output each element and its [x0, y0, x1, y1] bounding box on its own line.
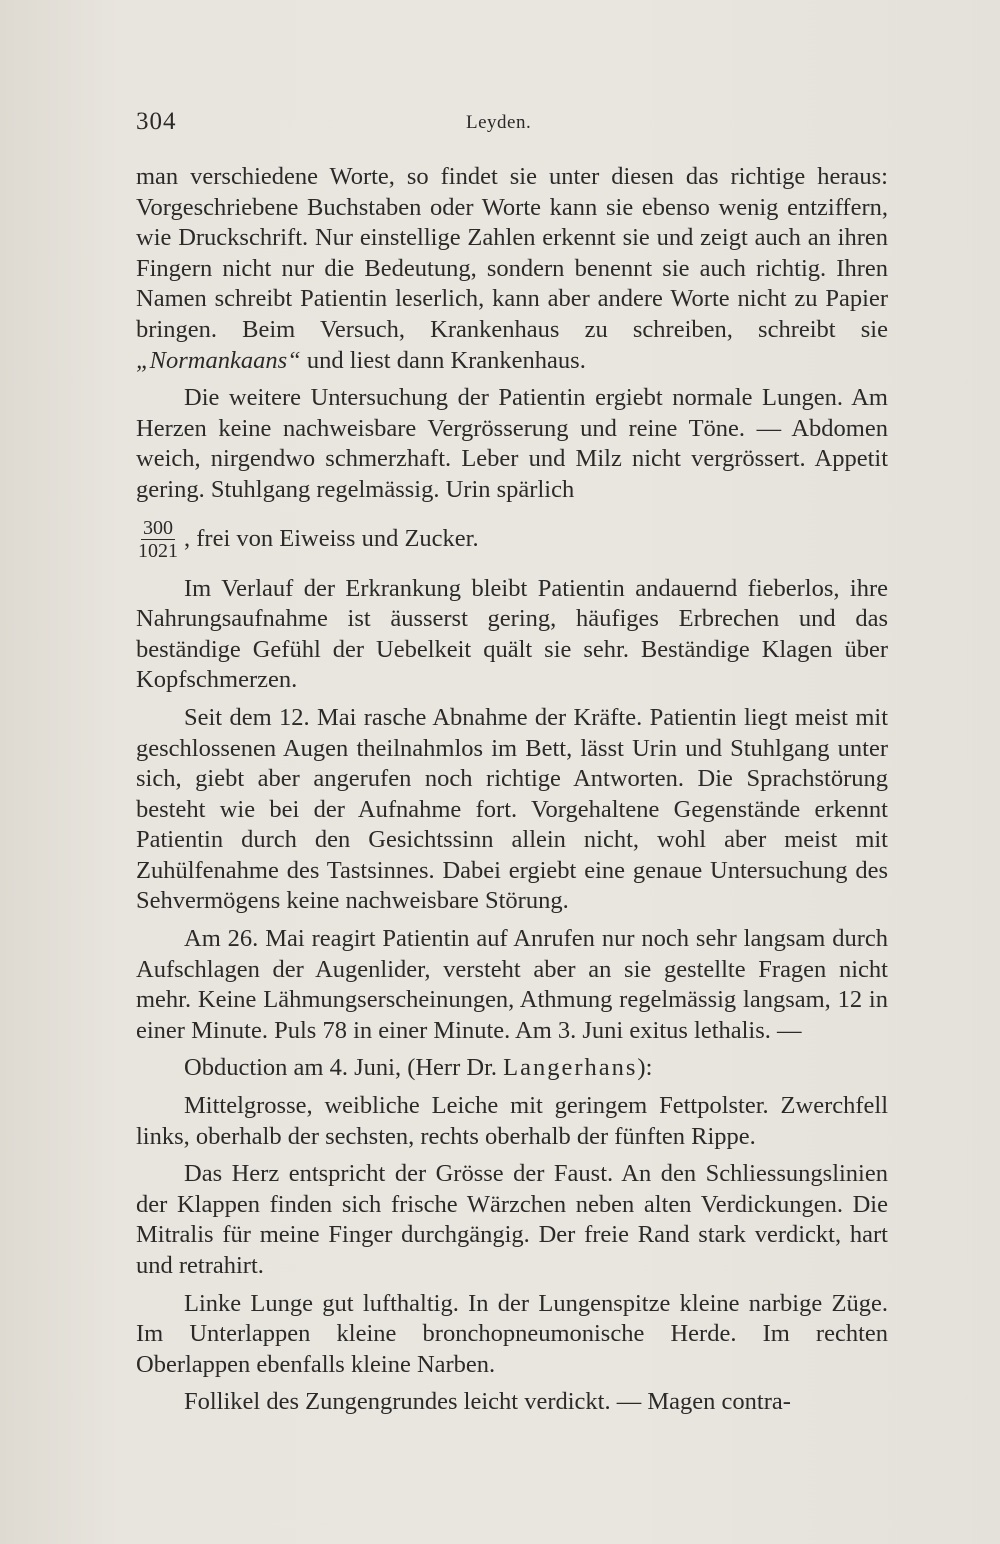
paragraph-1-text: man verschiedene Worte, so findet sie unter diesen das richtige heraus: Vorgeschriebene Buchstaben oder Worte kann sie ebenso wenig entziffern, wie Druckschrift. Nur einstellige Zahlen erkennt sie und zeigt auch an ihren Fingern nicht nur die Bedeutung, sondern benennt sie auch richtig. Ihren Namen schreibt Patientin leserlich, kann aber andere Worte nicht zu Papier bringen. Beim Versuch, Krankenhaus zu schreiben, schreibt sie: [136, 163, 888, 343]
fraction-text: , frei von Eiweiss und Zucker.: [184, 525, 479, 553]
paragraph-8: Das Herz entspricht der Grösse der Faust. An den Schliessungslinien der Klappen finden sich frische Wärzchen neben alten Verdickungen. Die Mitralis für meine Finger durchgängig. Der freie Rand stark verdickt, hart und retrahirt.: [136, 1160, 888, 1279]
paragraph-4: Seit dem 12. Mai rasche Abnahme der Kräfte. Patientin liegt meist mit geschlossenen Augen theilnahmlos im Bett, lässt Urin und Stuhlgang unter sich, giebt aber angerufen noch richtige Antworten. Die Sprachstörung besteht wie bei der Aufnahme fort. Vorgehaltene Gegenstände erkennt Patientin durch den Gesichtssinn allein nicht, wohl aber meist mit Zuhülfenahme des Tastsinnes. Dabei ergiebt eine genaue Untersuchung des Sehvermögens keine nachweisbare Störung.: [136, 703, 888, 915]
paragraph-6-end: ):: [637, 1054, 653, 1082]
running-title: Leyden.: [466, 112, 532, 133]
paragraph-1-end: und liest dann Krankenhaus.: [300, 346, 586, 374]
fraction-line: [136, 513, 888, 567]
paragraph-10: Follikel des Zungengrundes leicht verdickt. — Magen contra-: [184, 1388, 791, 1416]
italic-word: „Normankaans“: [136, 346, 301, 374]
fraction-denominator: 1021: [138, 540, 178, 563]
fraction-numerator: 300: [143, 517, 173, 540]
fraction: [136, 517, 180, 562]
body-text: [136, 162, 888, 1425]
paragraph-6-text: Obduction am 4. Juni, (Herr Dr.: [184, 1054, 504, 1082]
paragraph-1: [136, 162, 888, 376]
paragraph-7: Mittelgrosse, weibliche Leiche mit geringem Fettpolster. Zwerchfell links, oberhalb der sechsten, rechts oberhalb der fünften Rippe.: [136, 1092, 888, 1150]
paragraph-9: Linke Lunge gut lufthaltig. In der Lungenspitze kleine narbige Züge. Im Unterlappen kleine bronchopneumonische Herde. Im rechten Oberlappen ebenfalls kleine Narben.: [136, 1289, 888, 1378]
paragraph-2: Die weitere Untersuchung der Patientin ergiebt normale Lungen. Am Herzen keine nachweisbare Vergrösserung und reine Töne. — Abdomen weich, nirgendwo schmerzhaft. Leber und Milz nicht vergrössert. Appetit gering. Stuhlgang regelmässig. Urin spärlich: [136, 384, 888, 503]
paragraph-6: [136, 1053, 888, 1084]
paragraph-3: Im Verlauf der Erkrankung bleibt Patientin andauernd fieberlos, ihre Nahrungsaufnahme ist äusserst gering, häufiges Erbrechen und das beständige Gefühl der Uebelkeit quält sie sehr. Beständige Klagen über Kopfschmerzen.: [136, 574, 888, 694]
page-number: 304: [136, 108, 177, 135]
spaced-name: Langerhans: [503, 1054, 638, 1082]
paragraph-5: Am 26. Mai reagirt Patientin auf Anrufen nur noch sehr langsam durch Aufschlagen der Augenlider, versteht aber an sie gestellte Fragen nicht mehr. Keine Lähmungserscheinungen, Athmung regelmässig langsam, 12 in einer Minute. Puls 78 in einer Minute. Am 3. Juni exitus lethalis. —: [136, 925, 888, 1044]
running-head: [136, 108, 888, 138]
